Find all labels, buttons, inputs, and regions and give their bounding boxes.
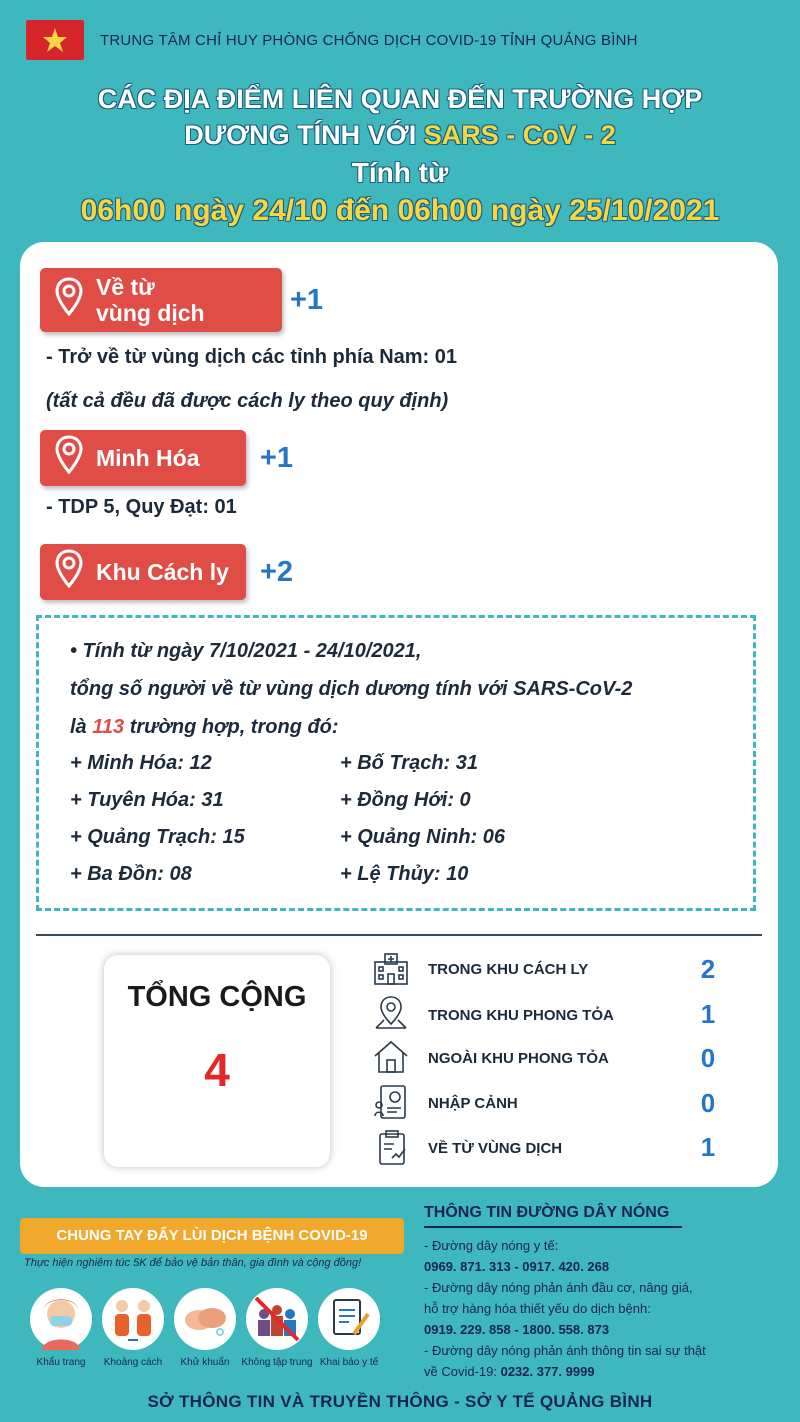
district-count: + Ba Đồn: 08 <box>70 863 192 885</box>
stat-value: 0 <box>700 1088 716 1118</box>
5k-label: Khai báo y tế <box>319 1357 379 1368</box>
hotline-text: về Covid-19: 0232. 377. 9999 <box>424 1364 595 1379</box>
location-note: (tất cả đều đã được cách ly theo quy định) <box>46 390 449 412</box>
summary-line2: tổng số người về từ vùng dịch dương tính với SARS-CoV-2 <box>70 678 633 700</box>
period-range: 06h00 ngày 24/10 đến 06h00 ngày 25/10/2021 <box>80 194 720 227</box>
stat-value: 1 <box>700 1132 716 1162</box>
increase-vung-dich: +1 <box>290 284 324 316</box>
health-declaration-icon <box>318 1288 380 1350</box>
district-count: + Tuyên Hóa: 31 <box>70 789 224 811</box>
district-count: + Quảng Trạch: 15 <box>70 826 245 848</box>
increase-khu-cach-ly: +2 <box>260 556 294 588</box>
passport-icon <box>372 1083 410 1121</box>
hotline-text: hỗ trợ hàng hóa thiết yếu do dịch bệnh: <box>424 1301 651 1316</box>
5k-label: Khoảng cách <box>103 1357 163 1368</box>
stat-label: VỀ TỪ VÙNG DỊCH <box>428 1140 563 1157</box>
district-count: + Lệ Thủy: 10 <box>340 863 469 885</box>
agency-name: TRUNG TÂM CHỈ HUY PHÒNG CHỐNG DỊCH COVID-19 TỈNH QUẢNG BÌNH <box>100 32 638 49</box>
hotline-number: 0919. 229. 858 - 1800. 558. 873 <box>424 1322 610 1337</box>
5k-label: Khử khuẩn <box>180 1357 230 1368</box>
stat-label: NHẬP CẢNH <box>428 1095 518 1112</box>
clipboard-icon <box>372 1128 410 1166</box>
page-title-line1: CÁC ĐỊA ĐIỂM LIÊN QUAN ĐẾN TRƯỜNG HỢP <box>97 84 703 114</box>
location-badge-khu-cach-ly: Khu Cách ly <box>40 544 246 600</box>
stat-label: TRONG KHU CÁCH LY <box>428 961 589 978</box>
hospital-icon <box>372 950 410 988</box>
map-pin-virus-icon <box>372 994 410 1032</box>
map-pin-icon <box>54 435 84 481</box>
district-count: + Đồng Hới: 0 <box>340 789 471 811</box>
stat-value: 2 <box>700 954 716 984</box>
stat-label: TRONG KHU PHONG TỎA <box>428 1007 614 1024</box>
divider <box>36 934 762 936</box>
summary-line1: • Tính từ ngày 7/10/2021 - 24/10/2021, <box>70 640 422 662</box>
5k-label: Không tập trung <box>241 1357 313 1368</box>
handwash-icon <box>174 1288 236 1350</box>
distance-icon <box>102 1288 164 1350</box>
location-badge-vung-dich: Về từ vùng dịch <box>40 268 282 332</box>
stat-value: 1 <box>700 999 716 1029</box>
vietnam-flag-icon <box>26 20 84 60</box>
hotline-text: - Đường dây nóng phản ánh đầu cơ, nâng giá, <box>424 1280 693 1295</box>
page-title-line2: DƯƠNG TÍNH VỚI SARS - CoV - 2 <box>184 120 616 150</box>
location-detail: - TDP 5, Quy Đạt: 01 <box>46 496 237 518</box>
header <box>0 0 800 80</box>
footer: SỞ THÔNG TIN VÀ TRUYỀN THÔNG - SỞ Y TẾ QUẢNG BÌNH <box>147 1392 653 1411</box>
stat-value: 0 <box>700 1043 716 1073</box>
district-count: + Bố Trạch: 31 <box>340 752 479 774</box>
map-pin-icon <box>54 549 84 595</box>
house-icon <box>372 1038 410 1076</box>
summary-total-number: 113 <box>92 716 125 738</box>
total-value: 4 <box>204 1044 230 1096</box>
total-box <box>104 955 330 1167</box>
district-count: + Quảng Ninh: 06 <box>340 826 506 848</box>
hotline-number: 0232. 377. 9999 <box>500 1364 595 1379</box>
hotline-number: 0969. 871. 313 - 0917. 420. 268 <box>424 1259 610 1274</box>
hotline-title: THÔNG TIN ĐƯỜNG DÂY NÓNG <box>424 1204 670 1221</box>
location-badge-minh-hoa: Minh Hóa <box>40 430 246 486</box>
mask-icon <box>30 1288 92 1350</box>
increase-minh-hoa: +1 <box>260 442 294 474</box>
hotline-text: - Đường dây nóng y tế: <box>424 1238 559 1253</box>
5k-label: Khẩu trang <box>36 1357 86 1368</box>
campaign-subtitle: Thực hiện nghiêm túc 5K để bảo vệ bản thân, gia đình và cộng đồng! <box>24 1257 362 1269</box>
stat-label: NGOÀI KHU PHONG TỎA <box>428 1050 609 1067</box>
hotline-underline <box>424 1226 682 1228</box>
hotline-text: - Đường dây nóng phản ánh thông tin sai sự thật <box>424 1343 706 1358</box>
period-label: Tính từ <box>351 157 449 188</box>
no-gathering-icon <box>246 1288 308 1350</box>
virus-name: SARS - CoV - 2 <box>423 120 616 150</box>
map-pin-icon <box>54 277 84 323</box>
total-label: TỔNG CỘNG <box>127 981 307 1013</box>
district-count: + Minh Hóa: 12 <box>70 752 212 774</box>
summary-line3: là 113 trường hợp, trong đó: <box>70 716 339 738</box>
location-detail: - Trở về từ vùng dịch các tỉnh phía Nam: 01 <box>46 346 458 368</box>
campaign-banner: CHUNG TAY ĐẨY LÙI DỊCH BỆNH COVID-19 <box>20 1218 404 1254</box>
